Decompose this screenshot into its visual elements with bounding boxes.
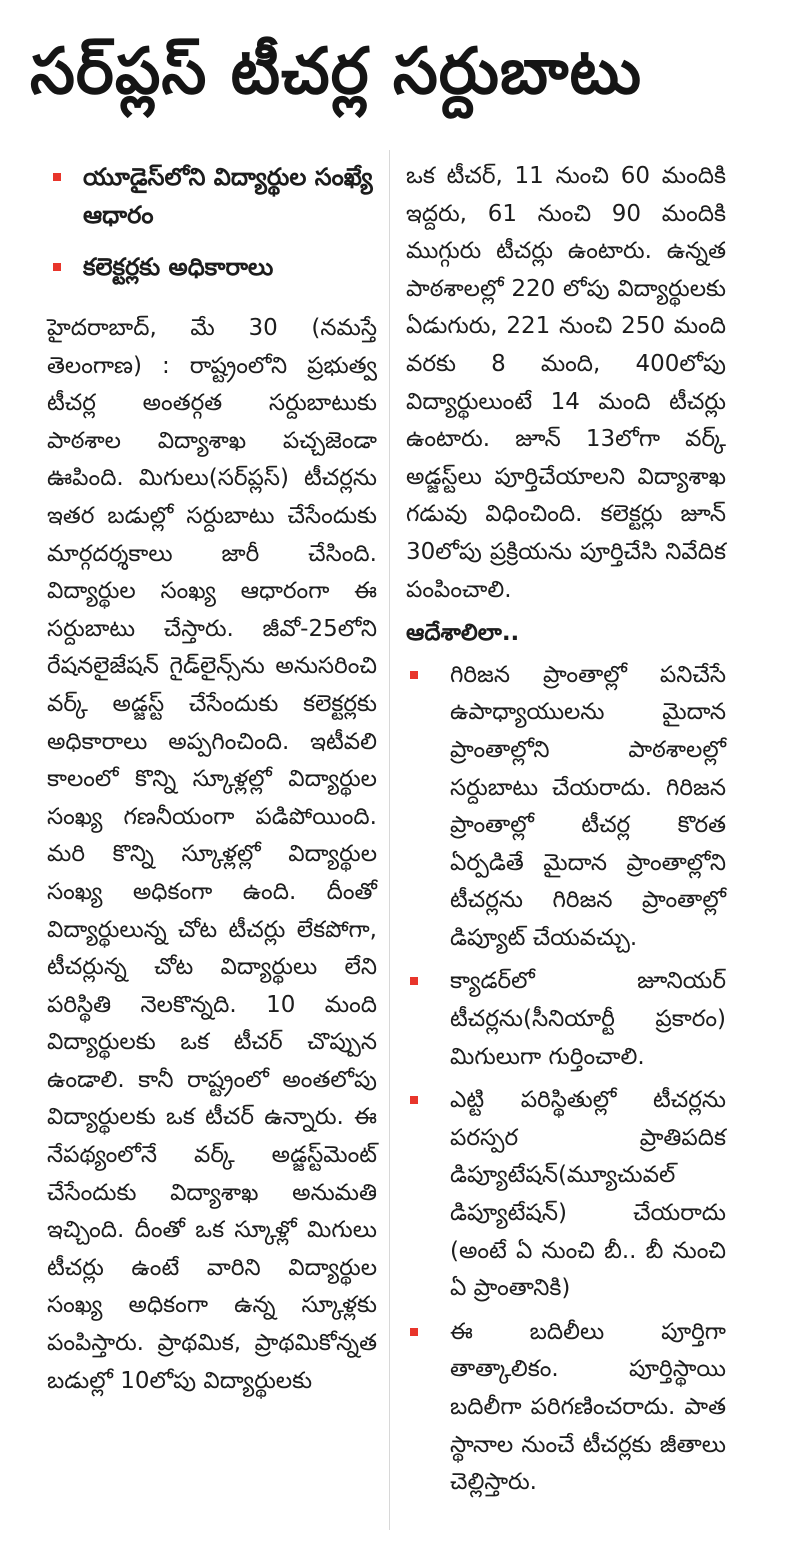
rule-item <box>406 963 726 1076</box>
rule-text: క్యాడర్‌లో జూనియర్ టీచర్లను(సీనియార్టీ ప్రకారం) మిగులుగా గుర్తించాలి. <box>450 968 726 1070</box>
highlight-item <box>47 248 377 286</box>
rule-item <box>406 1082 726 1308</box>
highlight-text: యూడైస్‌లోని విద్యార్థుల సంఖ్యే ఆధారం <box>83 163 373 229</box>
section-heading: ఆదేశాలిలా.. <box>406 620 520 647</box>
article-body-right: ఒక టీచర్, 11 నుంచి 60 మందికి ఇద్దరు, 61 నుంచి 90 మందికి ముగ్గురు టీచర్లు ఉంటారు. ఉన్నత పాఠశాలల్లో 220 లోపు విద్యార్థులకు ఏడుగురు, 221 నుంచి 250 మంది వరకు 8 మంది, 400లోపు విద్యార్థులుంటే 14 మంది టీచర్లు ఉంటారు. జూన్ 13లోగా వర్క్ అడ్జస్ట్‌లు పూర్తిచేయాలని విద్యాశాఖ గడువు విధించింది. కలెక్టర్లు జూన్ 30లోపు ప్రక్రియను పూర్తిచేసి నివేదిక పంపించాలి. <box>406 163 726 603</box>
rule-item <box>406 1314 726 1502</box>
rule-text: గిరిజన ప్రాంతాల్లో పనిచేసే ఉపాధ్యాయులను మైదాన ప్రాంతాల్లోని పాఠశాలల్లో సర్దుబాటు చేయరాదు. గిరిజన ప్రాంతాల్లో టీచర్ల కొరత ఏర్పడితే మైదాన ప్రాంతాల్లోని టీచర్లను గిరిజన ప్రాంతాల్లో డిప్యూట్ చేయవచ్చు. <box>450 661 726 951</box>
left-column <box>47 158 377 1400</box>
red-square-bullet-icon <box>410 977 418 985</box>
red-square-bullet-icon <box>53 263 61 271</box>
highlight-item <box>47 158 377 234</box>
right-column <box>406 158 726 1508</box>
article-body-left: హైదరాబాద్, మే 30 (నమస్తే తెలంగాణ) : రాష్ట్రంలోని ప్రభుత్వ టీచర్ల అంతర్గత సర్దుబాటుకు పాఠశాల విద్యాశాఖ పచ్చజెండా ఊపింది. మిగులు(సర్‌ప్లస్) టీచర్లను ఇతర బడుల్లో సర్దుబాటు చేసేందుకు మార్గదర్శకాలు జారీ చేసింది. విద్యార్థుల సంఖ్య ఆధారంగా ఈ సర్దుబాటు చేస్తారు. జీవో-25లోని రేషనలైజేషన్ గైడ్‌లైన్స్‌ను అనుసరించి వర్క్ అడ్జస్ట్ చేసేందుకు కలెక్టర్లకు అధికారాలు అప్పగించింది. ఇటీవలి కాలంలో కొన్ని స్కూళ్లల్లో విద్యార్థుల సంఖ్య గణనీయంగా పడిపోయింది. మరి కొన్ని స్కూళ్లల్లో విద్యార్థుల సంఖ్య అధికంగా ఉంది. దీంతో విద్యార్థులున్న చోట టీచర్లు లేకపోగా, టీచర్లున్న చోట విద్యార్థులు లేని పరిస్థితి నెలకొన్నది. 10 మంది విద్యార్థులకు ఒక టీచర్ చొప్పున ఉండాలి. కానీ రాష్ట్రంలో అంతలోపు విద్యార్థులకు ఒక టీచర్ ఉన్నారు. ఈ నేపథ్యంలోనే వర్క్ అడ్జస్ట్‌మెంట్ చేసేందుకు విద్యాశాఖ అనుమతి ఇచ్చింది. దీంతో ఒక స్కూళ్లో మిగులు టీచర్లు ఉంటే వారిని విద్యార్థుల సంఖ్య అధికంగా ఉన్న స్కూళ్లకు పంపిస్తారు. ప్రాథమిక, ప్రాథమికోన్నత బడుల్లో 10లోపు విద్యార్థులకు <box>47 315 377 1394</box>
red-square-bullet-icon <box>53 173 61 181</box>
rule-item <box>406 657 726 958</box>
red-square-bullet-icon <box>410 1328 418 1336</box>
highlight-text: కలెక్టర్లకు అధికారాలు <box>83 253 274 281</box>
red-square-bullet-icon <box>410 671 418 679</box>
article-headline: సర్‌ప్లస్ టీచర్ల సర్దుబాటు <box>30 35 643 109</box>
red-square-bullet-icon <box>410 1096 418 1104</box>
rule-text: ఎట్టి పరిస్థితుల్లో టీచర్లను పరస్పర ప్రాతిపదిక డిప్యూటేషన్(మ్యూచువల్ డిప్యూటేషన్) చేయరాదు (అంటే ఏ నుంచి బీ.. బీ నుంచి ఏ ప్రాంతానికి) <box>450 1087 726 1302</box>
column-divider <box>389 150 390 1530</box>
rule-text: ఈ బదిలీలు పూర్తిగా తాత్కాలికం. పూర్తిస్థాయి బదిలీగా పరిగణించరాదు. పాత స్థానాల నుంచే టీచర్లకు జీతాలు చెల్లిస్తారు. <box>450 1318 726 1496</box>
